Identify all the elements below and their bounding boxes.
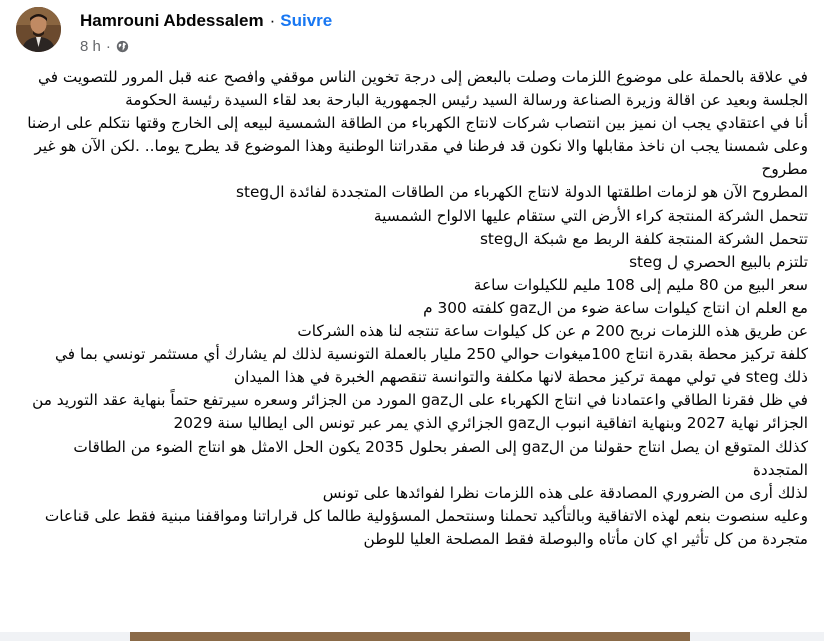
post-paragraph: المطروح الآن هو لزمات اطلقتها الدولة لانتاج الكهرباء من الطاقات المتجددة لفائدة الsteg [236,183,808,202]
post-paragraph: تتحمل الشركة المنتجة كلفة الربط مع شبكة الsteg [479,229,808,248]
post-paragraph: في علاقة بالحملة على موضوع اللزمات وصلت بالبعض إلى درجة تخوين الناس موقفي وافصح عنه قبل المرور للتصويت في الجلسة وبعيد عن اقالة وزيرة الصناعة ورسالة السيد رئيس الجمهورية البارحة بعد لقاء السيدة رئيسة الحكومة [38,68,808,110]
post-paragraph: تلتزم بالبيع الحصري ل steg [629,252,808,271]
post-paragraph: في ظل فقرنا الطاقي واعتمادنا في انتاج الكهرباء على الgaz المورد من الجزائر وسعره سيرتفع حتماً بنهاية عقد التوريد من الجزائر نهاية 2027 وبنهاية اتفاقية انبوب الgaz الجزائري الذي يمر عبر تونس الى ايطاليا سنة 2029 [32,391,808,433]
post-timestamp[interactable]: 8 h [80,37,101,55]
post-paragraph: كذلك المتوقع ان يصل انتاج حقولنا من الgaz إلى الصفر بحلول 2035 يكون الحل الامثل هو انتاج الضوء من الطاقات المتجددة [73,437,808,479]
globe-icon[interactable] [116,40,129,53]
follow-button[interactable]: Suivre [280,11,333,30]
post-paragraph: كلفة تركيز محطة بقدرة انتاج 100ميغوات حوالي 250 مليار بالعملة التونسية لذلك لم يشارك أي مستثمر تونسي بما في ذلك steg في تولي مهمة تركيز محطة لانها مكلفة والتوانسة تنقصهم الخبرة في هذا الميدان [55,345,808,387]
post-image[interactable] [130,632,690,641]
author-avatar[interactable] [16,7,61,52]
post-paragraph: أنا في اعتقادي يجب ان نميز بين انتصاب شركات لانتاج الكهرباء من الطاقة الشمسية لبيعه إلى الخارج وقتها نتكلم على ارضنا وعلى شمسنا يجب ان ناخذ مقابلها والا نكون قد فرطنا في مقدراتنا الوطنية وهذا الموضوع قد يطرح يوما.. .لكن الآن هو غير مطروح [27,114,808,179]
post-text [26,66,808,551]
author-follow-separator: · [269,11,276,30]
post-paragraph: لذلك أرى من الضروري المصادقة على هذه اللزمات نظرا لفوائدها على تونس [322,483,808,502]
post-header [0,0,824,62]
author-line [80,10,332,32]
post-paragraph: وعليه سنصوت بنعم لهذه الاتفاقية وبالتأكيد تحملنا وسنتحمل المسؤولية طالما كل قراراتنا ومواقفنا مبنية فقط على قناعات متجردة من كل تأثير اي كان مأتاه والبوصلة فقط المصلحة العليا للوطن [44,506,808,548]
post-paragraph: عن طريق هذه اللزمات نربح 200 م عن كل كيلوات ساعة تنتجه لنا هذه الشركات [297,322,808,341]
post-meta [80,36,129,56]
meta-separator: · [105,37,111,55]
post-paragraph: مع العلم ان انتاج كيلوات ساعة ضوء من الgaz كلفته 300 م [423,298,808,317]
author-name-link[interactable]: Hamrouni Abdessalem [80,11,264,30]
avatar-photo-icon [16,7,61,52]
post-paragraph: تتحمل الشركة المنتجة كراء الأرض التي ستقام عليها الالواح الشمسية [373,206,808,225]
post-paragraph: سعر البيع من 80 مليم إلى 108 مليم للكيلوات ساعة [473,275,808,294]
post-media-preview[interactable] [0,632,824,641]
